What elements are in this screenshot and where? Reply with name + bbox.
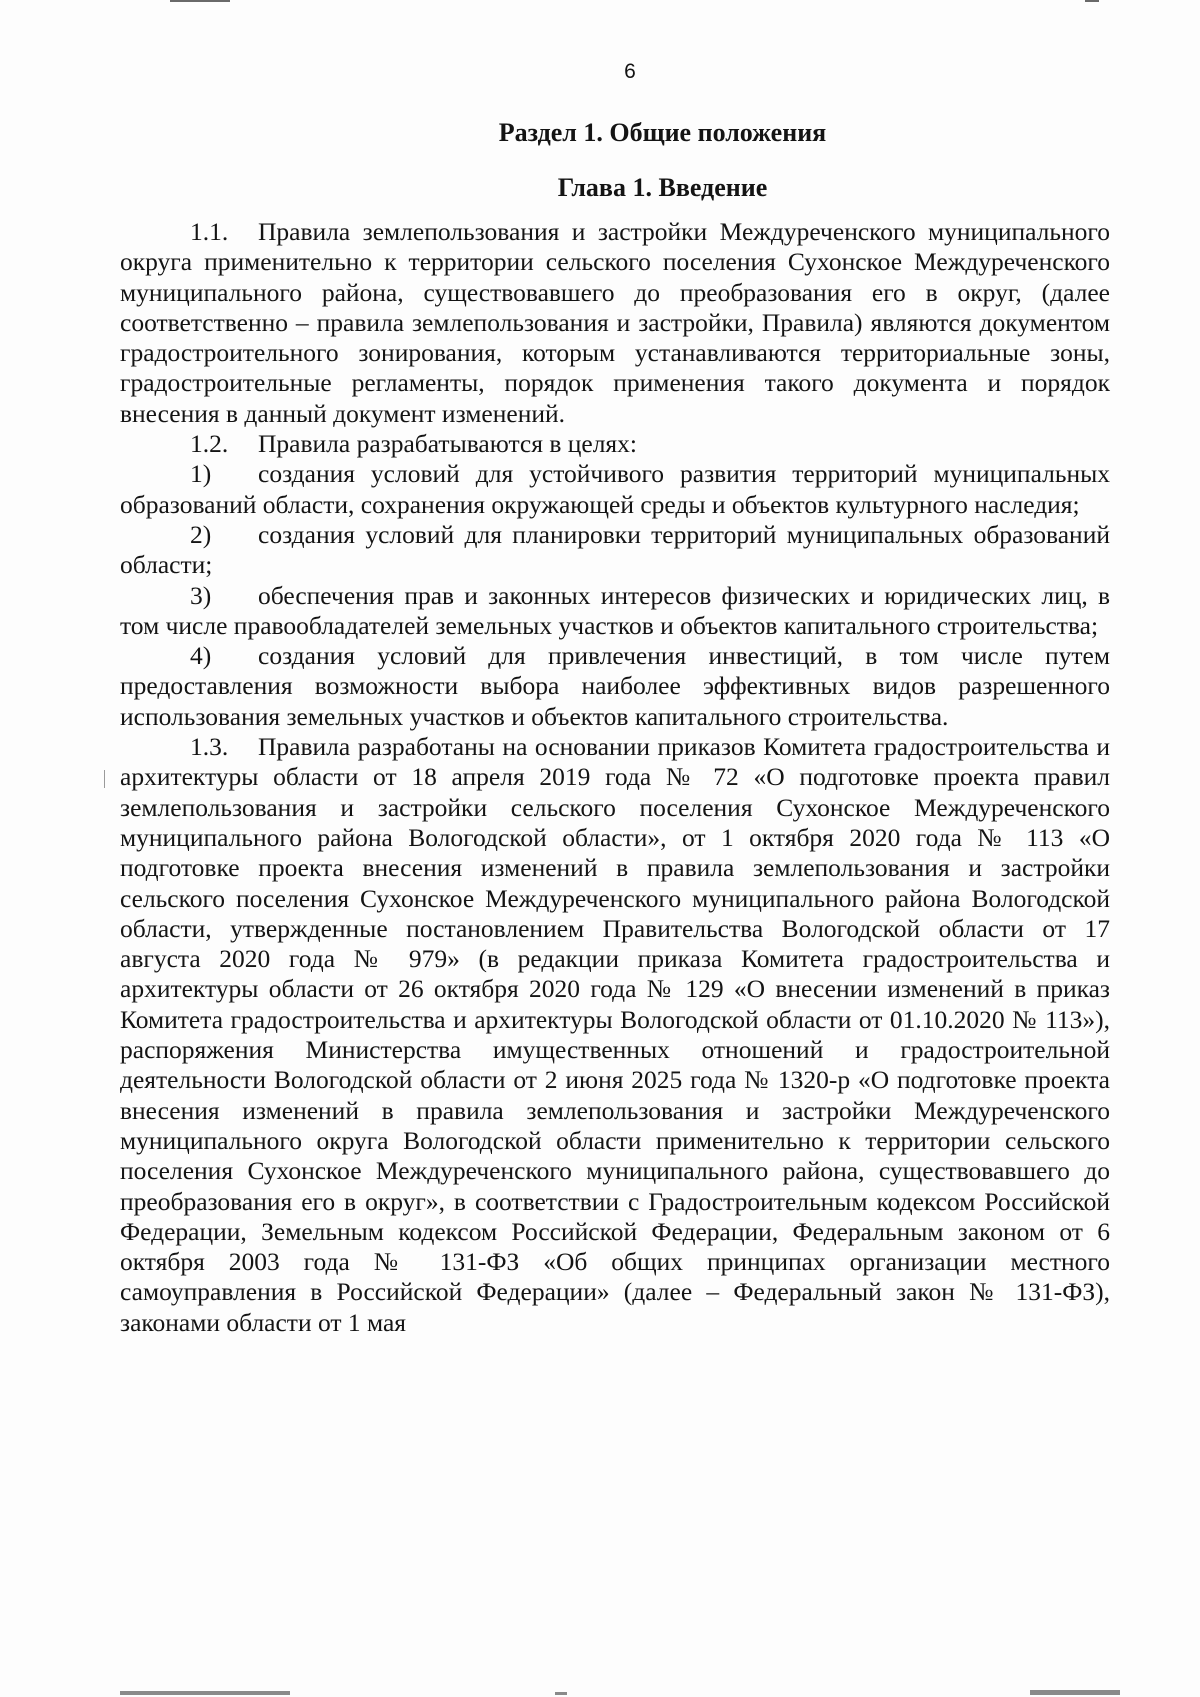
list-item-1	[120, 459, 1110, 520]
body-text	[120, 217, 1110, 1338]
list-item-number: 4)	[190, 641, 212, 671]
scan-artifact-bottom-mid	[555, 1692, 567, 1695]
section-title: Раздел 1. Общие положения	[498, 118, 827, 147]
list-item-text: создания условий для устойчивого развития территорий муниципальных образований области, сохранения окружающей среды и объектов культурного наследия;	[120, 459, 1110, 519]
paragraph-text: Правила разработаны на основании приказов Комитета градостроительства и архитектуры области от 18 апреля 2019 года № 72 «О подготовке проекта правил землепользования и застройки сельского поселения Сухонское Междуреченского муниципального района Вологодской области», от 1 октября 2020 года № 113 «О подготовке проекта внесения изменений в правила землепользования и застройки сельского поселения Сухонское Междуреченского муниципального района Вологодской области, утвержденные постановлением Правительства Вологодской области от 17 августа 2020 года № 979» (в редакции приказа Комитета градостроительства и архитектуры области от 26 октября 2020 года № 129 «О внесении изменений в приказ Комитета градостроительства и архитектуры Вологодской области от 01.10.2020 № 113»), распоряжения Министерства имущественных отношений и градостроительной деятельности Вологодской области от 2 июня 2025 года № 1320-р «О подготовке проекта внесения изменений в правила землепользования и застройки Междуреченского муниципального округа Вологодской области применительно к территории сельского поселения Сухонское Междуреченского муниципального района, существовавшего до преобразования его в округ», в соответствии с Градостроительным кодексом Российской Федерации, Земельным кодексом Российской Федерации, Федеральным законом от 6 октября 2003 года № 131-ФЗ «Об общих принципах организации местного самоуправления в Российской Федерации» (далее – Федеральный закон № 131-ФЗ), законами области от 1 мая	[120, 732, 1110, 1337]
list-item-text: обеспечения прав и законных интересов физических и юридических лиц, в том числе правообладателей земельных участков и объектов капитального строительства;	[120, 580, 1110, 640]
paragraph-text: Правила землепользования и застройки Междуреченского муниципального округа применительно к территории сельского поселения Сухонское Междуреченского муниципального района, существовавшего до преобразования его в округ, (далее соответственно – правила землепользования и застройки, Правила) являются документом градостроительного зонирования, которым устанавливаются территориальные зоны, градостроительные регламенты, порядок применения такого документа и порядок внесения в данный документ изменений.	[120, 217, 1110, 428]
chapter-title: Глава 1. Введение	[557, 173, 768, 202]
paragraph-number: 1.2.	[190, 429, 229, 459]
scan-artifact-top-right	[1085, 0, 1099, 2]
paragraph-number: 1.3.	[190, 732, 229, 762]
paragraph-1-2	[120, 429, 1110, 459]
list-item-number: 2)	[190, 519, 212, 549]
paragraph-text: Правила разрабатываются в целях:	[258, 429, 637, 459]
list-item-number: 3)	[190, 580, 212, 610]
list-item-2	[120, 520, 1110, 581]
list-item-number: 1)	[190, 459, 212, 489]
list-item-4	[120, 641, 1110, 732]
scan-artifact-bottom-right	[1030, 1690, 1120, 1695]
scan-artifact-top	[170, 0, 230, 2]
paragraph-1-3	[120, 732, 1110, 1338]
scan-artifact-left	[104, 770, 105, 788]
list-item-text: создания условий для привлечения инвестиций, в том числе путем предоставления возможности выбора наиболее эффективных видов разрешенного использования земельных участков и объектов капитального строительства.	[120, 641, 1110, 731]
paragraph-number: 1.1.	[190, 217, 229, 246]
paragraph-1-1	[120, 217, 1110, 429]
list-item-3	[120, 581, 1110, 642]
scan-artifact-bottom-left	[120, 1691, 290, 1695]
list-item-text: создания условий для планировки территорий муниципальных образований области;	[120, 519, 1110, 580]
page-number: 6	[624, 60, 636, 83]
